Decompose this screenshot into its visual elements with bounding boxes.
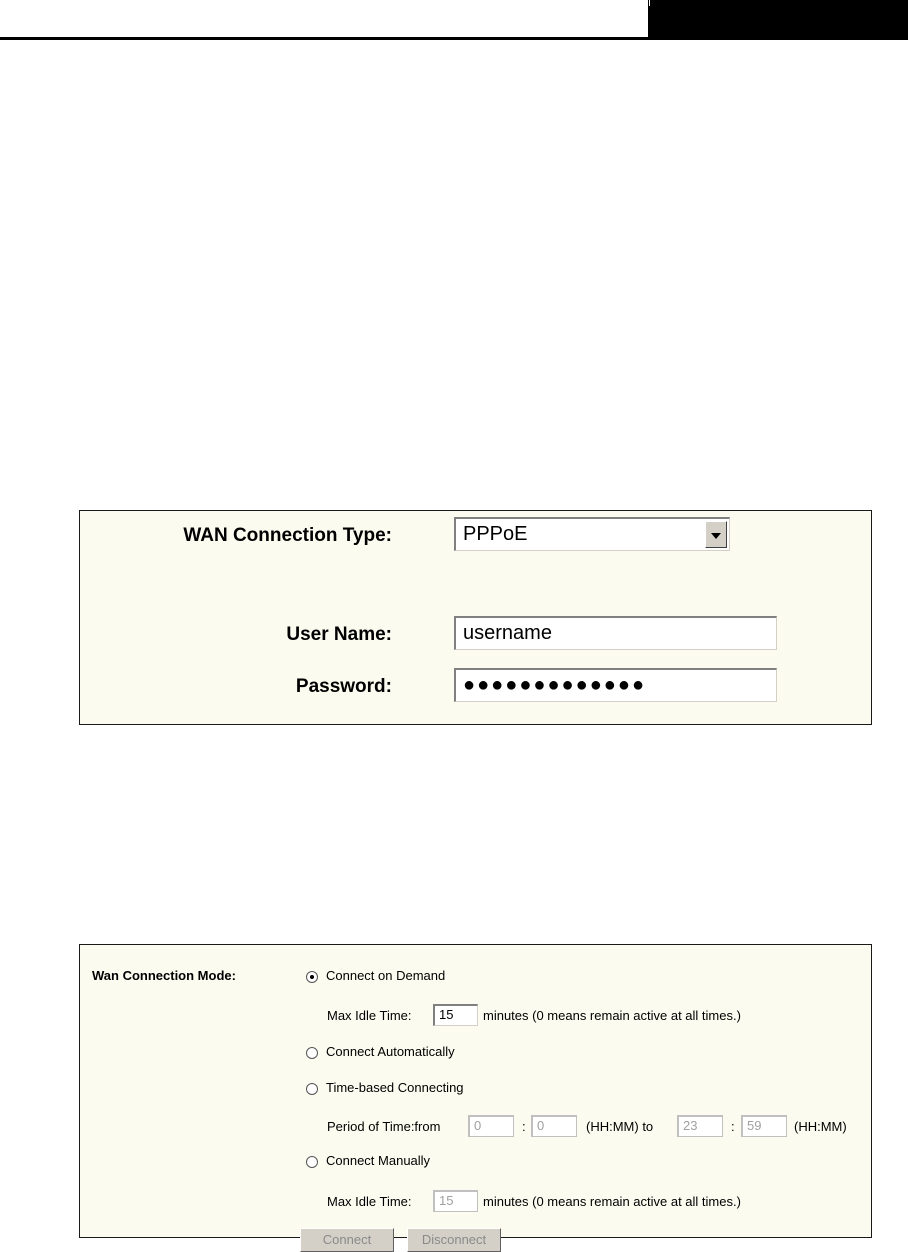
connect-on-demand-label: Connect on Demand bbox=[326, 968, 446, 983]
time-based-connecting-radio[interactable] bbox=[306, 1083, 318, 1095]
connect-button[interactable]: Connect bbox=[300, 1228, 394, 1252]
wan-connection-mode-panel bbox=[79, 944, 872, 1247]
period-to-separator: : bbox=[731, 1119, 735, 1134]
connect-on-demand-radio[interactable] bbox=[306, 971, 318, 983]
period-to-minute-input[interactable]: 59 bbox=[741, 1115, 787, 1137]
user-name-label: User Name: bbox=[286, 624, 392, 645]
top-rule bbox=[0, 37, 908, 40]
header-divider bbox=[649, 0, 650, 6]
wan-connection-type-select[interactable] bbox=[454, 517, 730, 551]
period-end-label: (HH:MM) bbox=[794, 1119, 847, 1134]
wan-connection-type-label: WAN Connection Type: bbox=[183, 525, 392, 546]
connect-automatically-label: Connect Automatically bbox=[326, 1044, 455, 1059]
max-idle-time-manual-label: Max Idle Time: bbox=[327, 1194, 412, 1209]
period-from-hour-input[interactable]: 0 bbox=[468, 1115, 514, 1137]
chevron-down-icon[interactable] bbox=[705, 521, 727, 548]
password-input[interactable] bbox=[454, 668, 777, 702]
period-mid-label: (HH:MM) to bbox=[586, 1119, 654, 1134]
password-mask: ●●●●●●●●●●●●● bbox=[463, 674, 647, 696]
time-based-connecting-label: Time-based Connecting bbox=[326, 1080, 464, 1095]
connect-manually-radio[interactable] bbox=[306, 1156, 318, 1168]
connect-manually-label: Connect Manually bbox=[326, 1153, 431, 1168]
header-bar bbox=[648, 0, 908, 37]
password-label: Password: bbox=[295, 676, 392, 697]
pppoe-settings-panel bbox=[79, 510, 872, 725]
period-from-minute-input[interactable]: 0 bbox=[531, 1115, 577, 1137]
max-idle-time-input[interactable]: 15 bbox=[433, 1004, 478, 1026]
period-to-hour-input[interactable]: 23 bbox=[677, 1115, 723, 1137]
max-idle-time-label: Max Idle Time: bbox=[327, 1008, 412, 1023]
wan-connection-mode-label: Wan Connection Mode: bbox=[92, 968, 236, 983]
connect-automatically-radio[interactable] bbox=[306, 1047, 318, 1059]
max-idle-time-note: minutes (0 means remain active at all times.) bbox=[483, 1008, 741, 1023]
max-idle-time-manual-input[interactable]: 15 bbox=[433, 1190, 478, 1212]
disconnect-button[interactable]: Disconnect bbox=[407, 1228, 501, 1252]
period-of-time-label: Period of Time:from bbox=[327, 1119, 441, 1134]
max-idle-time-manual-note: minutes (0 means remain active at all times.) bbox=[483, 1194, 741, 1209]
wan-connection-type-value: PPPoE bbox=[463, 523, 528, 545]
user-name-input[interactable]: username bbox=[454, 616, 777, 650]
period-from-separator: : bbox=[522, 1119, 526, 1134]
